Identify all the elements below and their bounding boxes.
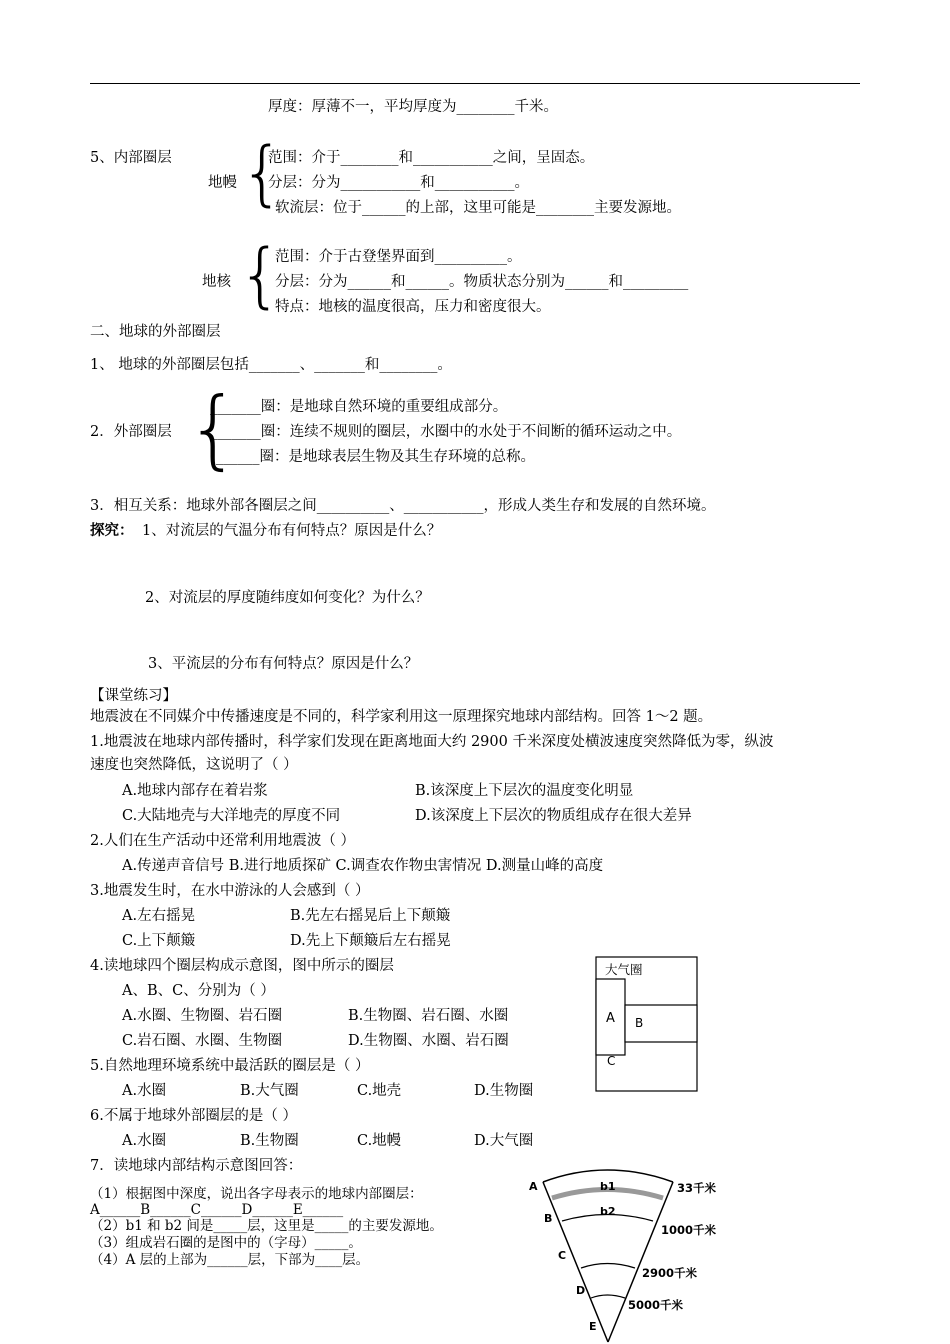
- b1-label: b1: [600, 1180, 616, 1193]
- mantle-range: 范围：介于________和___________之间，呈固态。: [268, 150, 595, 166]
- outer-q2-b: _______圈：连续不规则的圈层，水圈中的水处于不间断的循环运动之中。: [210, 424, 682, 440]
- explore-q1: 1、对流层的气温分布有何特点？原因是什么？: [142, 523, 442, 539]
- q7-part1-blanks: A______B______C______D______E______: [90, 1202, 344, 1218]
- outer-brace: {: [186, 379, 241, 479]
- asthenosphere: 软流层：位于______的上部，这里可能是________主要发源地。: [275, 200, 681, 216]
- practice-heading: 【课堂练习】: [90, 688, 177, 704]
- q5-stem: 5.自然地理环境系统中最活跃的圈层是（ ）: [90, 1058, 370, 1074]
- core-feature: 特点：地核的温度很高，压力和密度很大。: [275, 299, 551, 315]
- arc-5000: [591, 1295, 625, 1298]
- outer-q2-label: 2．外部圈层: [90, 424, 172, 440]
- outer-heading: 二、地球的外部圈层: [90, 324, 221, 340]
- spheres-diagram: [590, 955, 702, 1100]
- q3-option-d: D.先上下颠簸后左右摇晃: [290, 933, 451, 949]
- wedge-right-edge: [608, 1182, 673, 1342]
- core-layers: 分层：分为______和______。物质状态分别为______和_________: [275, 274, 689, 290]
- header-rule: [90, 83, 860, 84]
- q1-line1: 1.地震波在地球内部传播时，科学家们发现在距离地面大约 2900 千米深度处横波速度突然降低为零，纵波: [90, 734, 774, 750]
- q7-part2: （2）b1 和 b2 间是_____层，这里是_____的主要发源地。: [90, 1218, 443, 1234]
- wedge-left-edge: [543, 1182, 608, 1342]
- outer-q2-a: _______圈：是地球自然环境的重要组成部分。: [210, 399, 508, 415]
- depth-1000-label: 1000千米: [661, 1223, 717, 1237]
- mantle-brace: {: [240, 132, 285, 214]
- arc-2900: [581, 1264, 635, 1269]
- q6-stem: 6.不属于地球外部圈层的是（ ）: [90, 1108, 297, 1124]
- core-range: 范围：介于古登堡界面到__________。: [275, 249, 522, 265]
- layer-c-label: C: [558, 1249, 567, 1262]
- q4-option-a: A.水圈、生物圈、岩石圈: [122, 1008, 283, 1024]
- crust-thickness: 厚度：厚薄不一，平均厚度为________千米。: [268, 99, 558, 115]
- q1-option-d: D.该深度上下层次的物质组成存在很大差异: [415, 808, 692, 824]
- layer-e-label: E: [589, 1320, 597, 1333]
- q1-option-c: C.大陆地壳与大洋地壳的厚度不同: [122, 808, 341, 824]
- layer-a-label: A: [529, 1180, 538, 1193]
- q2-stem: 2.人们在生产活动中还常利用地震波（ ）: [90, 833, 355, 849]
- outer-q2-c: ______圈：是地球表层生物及其生存环境的总称。: [216, 449, 535, 465]
- sphere-b-label: B: [635, 1016, 644, 1030]
- q7-part3: （3）组成岩石圈的是图中的（字母）_____。: [90, 1235, 362, 1251]
- outer-q3: 3．相互关系：地球外部各圈层之间__________、___________，形成人类生存和发展的自然环境。: [90, 498, 716, 514]
- b2-label: b2: [600, 1205, 616, 1218]
- earth-interior-diagram: [525, 1158, 740, 1344]
- explore-label: 探究：: [90, 522, 134, 539]
- q6-option-b: B.生物圈: [240, 1133, 299, 1149]
- q6-option-a: A.水圈: [122, 1133, 167, 1149]
- q3-stem: 3.地震发生时，在水中游泳的人会感到（ ）: [90, 883, 370, 899]
- q4-option-c: C.岩石圈、水圈、生物圈: [122, 1033, 283, 1049]
- q4-stem: 4.读地球四个圈层构成示意图，图中所示的圈层: [90, 958, 394, 974]
- depth-2900-label: 2900千米: [642, 1266, 698, 1280]
- q4-option-d: D.生物圈、水圈、岩石圈: [348, 1033, 509, 1049]
- q1-option-b: B.该深度上下层次的温度变化明显: [415, 783, 634, 799]
- q3-option-b: B.先左右摇晃后上下颠簸: [290, 908, 451, 924]
- q4-sub: A、B、C、分别为（ ）: [122, 983, 275, 999]
- q7-part4: （4）A 层的上部为______层，下部为____层。: [90, 1252, 370, 1268]
- atmosphere-label: 大气圈: [605, 962, 643, 977]
- q7-stem: 7．读地球内部结构示意图回答：: [90, 1158, 303, 1174]
- q5-option-b: B.大气圈: [240, 1083, 299, 1099]
- q1-option-a: A.地球内部存在着岩浆: [122, 783, 268, 799]
- inner-heading: 5、内部圈层: [90, 150, 172, 166]
- q3-option-c: C.上下颠簸: [122, 933, 196, 949]
- core-brace: {: [238, 234, 283, 316]
- q1-line2: 速度也突然降低，这说明了（ ）: [90, 757, 298, 773]
- practice-intro: 地震波在不同媒介中传播速度是不同的，科学家利用这一原理探究地球内部结构。回答 1～2 题。: [90, 709, 713, 725]
- explore-q3: 3、平流层的分布有何特点？原因是什么？: [148, 656, 419, 672]
- q2-options: A.传递声音信号 B.进行地质探矿 C.调查农作物虫害情况 D.测量山峰的高度: [122, 858, 604, 874]
- q3-option-a: A.左右摇晃: [122, 908, 196, 924]
- q5-option-c: C.地壳: [357, 1083, 402, 1099]
- depth-5000-label: 5000千米: [628, 1298, 684, 1312]
- mantle-label: 地幔: [208, 175, 237, 191]
- q5-option-d: D.生物圈: [474, 1083, 534, 1099]
- q4-option-b: B.生物圈、岩石圈、水圈: [348, 1008, 509, 1024]
- core-label: 地核: [202, 274, 231, 290]
- layer-d-label: D: [576, 1284, 586, 1297]
- q6-option-c: C.地幔: [357, 1133, 402, 1149]
- sphere-a-label: A: [606, 1011, 615, 1026]
- q7-part1: （1）根据图中深度，说出各字母表示的地球内部圈层：: [90, 1186, 423, 1202]
- depth-33-label: 33千米: [677, 1181, 717, 1195]
- explore-q2: 2、对流层的厚度随纬度如何变化？为什么？: [145, 590, 430, 606]
- layer-b-label: B: [544, 1212, 553, 1225]
- sphere-c-label: C: [607, 1054, 616, 1068]
- q6-option-d: D.大气圈: [474, 1133, 534, 1149]
- q5-option-a: A.水圈: [122, 1083, 167, 1099]
- mantle-layers: 分层：分为___________和___________。: [268, 175, 529, 191]
- outer-q1: 1、 地球的外部圈层包括_______、_______和________。: [90, 357, 452, 373]
